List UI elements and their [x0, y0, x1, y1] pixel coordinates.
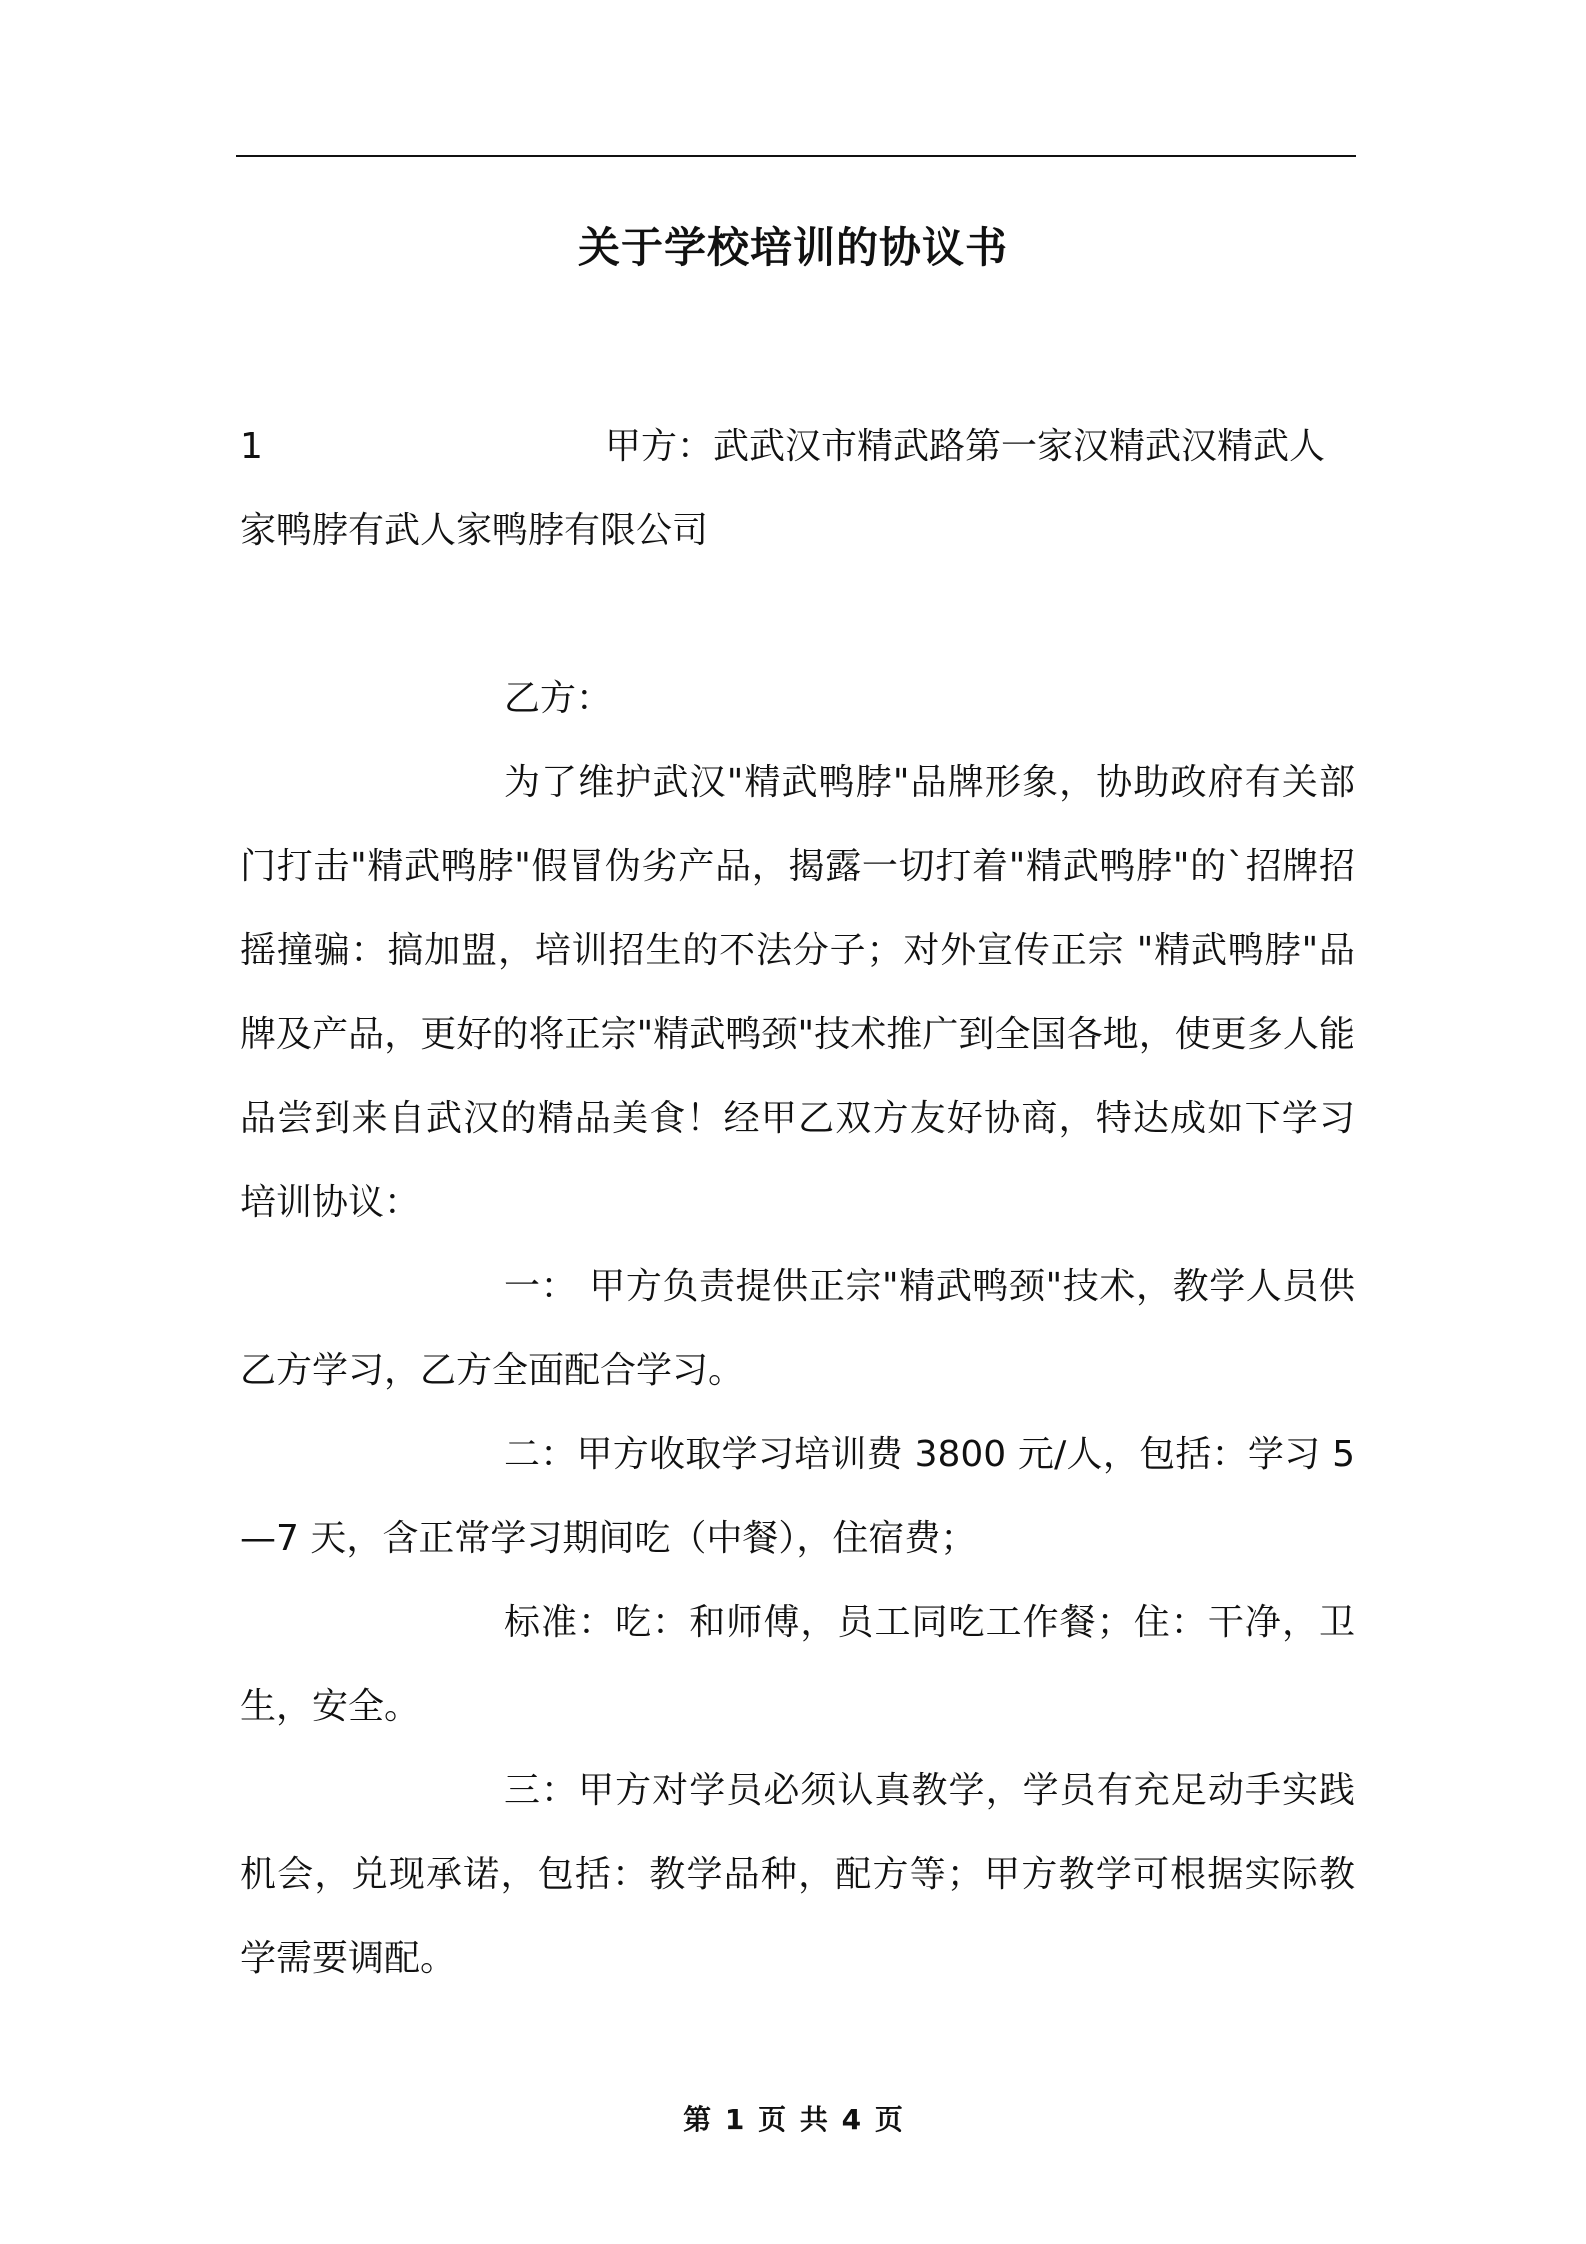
clause-2: 二：甲方收取学习培训费 3800 元/人，包括：学习 5—7 天，含正常学习期间吃（中餐），住宿费；	[240, 1434, 1355, 1559]
clause-2-standard: 标准：吃：和师傅，员工同吃工作餐；住：干净，卫生，安全。	[240, 1602, 1355, 1727]
clause-1: 一： 甲方负责提供正宗"精武鸭颈"技术，教学人员供乙方学习，乙方全面配合学习。	[240, 1266, 1355, 1391]
spacer	[240, 573, 1355, 657]
intro-paragraph: 为了维护武汉"精武鸭脖"品牌形象，协助政府有关部门打击"精武鸭脖"假冒伪劣产品，揭露一切打着"精武鸭脖"的`招牌招摇撞骗：搞加盟，培训招生的不法分子；对外宣传正宗 "精武鸭脖"品牌及产品，更好的将正宗"精武鸭颈"技术推广到全国各地，使更多人能品尝到来自武汉的精品美食！经甲乙双方友好协商，特达成如下学习培训协议：	[240, 762, 1355, 1223]
party-a-continuation: 家鸭脖有武人家鸭脖有限公司	[240, 510, 709, 551]
document-body	[240, 405, 1355, 2001]
party-b-label: 乙方：	[504, 678, 613, 719]
party-a-line	[240, 405, 1355, 489]
document-title: 关于学校培训的协议书	[577, 223, 1008, 272]
party-a-text: 甲方：武武汉市精武路第一家汉精武汉精武人	[605, 426, 1326, 467]
paragraph-number: 1	[240, 426, 263, 467]
header-rule	[236, 155, 1356, 157]
page-footer: 第 1 页 共 4 页	[683, 2103, 903, 2136]
clause-3: 三：甲方对学员必须认真教学，学员有充足动手实践机会，兑现承诺，包括：教学品种，配方等；甲方教学可根据实际教学需要调配。	[240, 1770, 1355, 1979]
